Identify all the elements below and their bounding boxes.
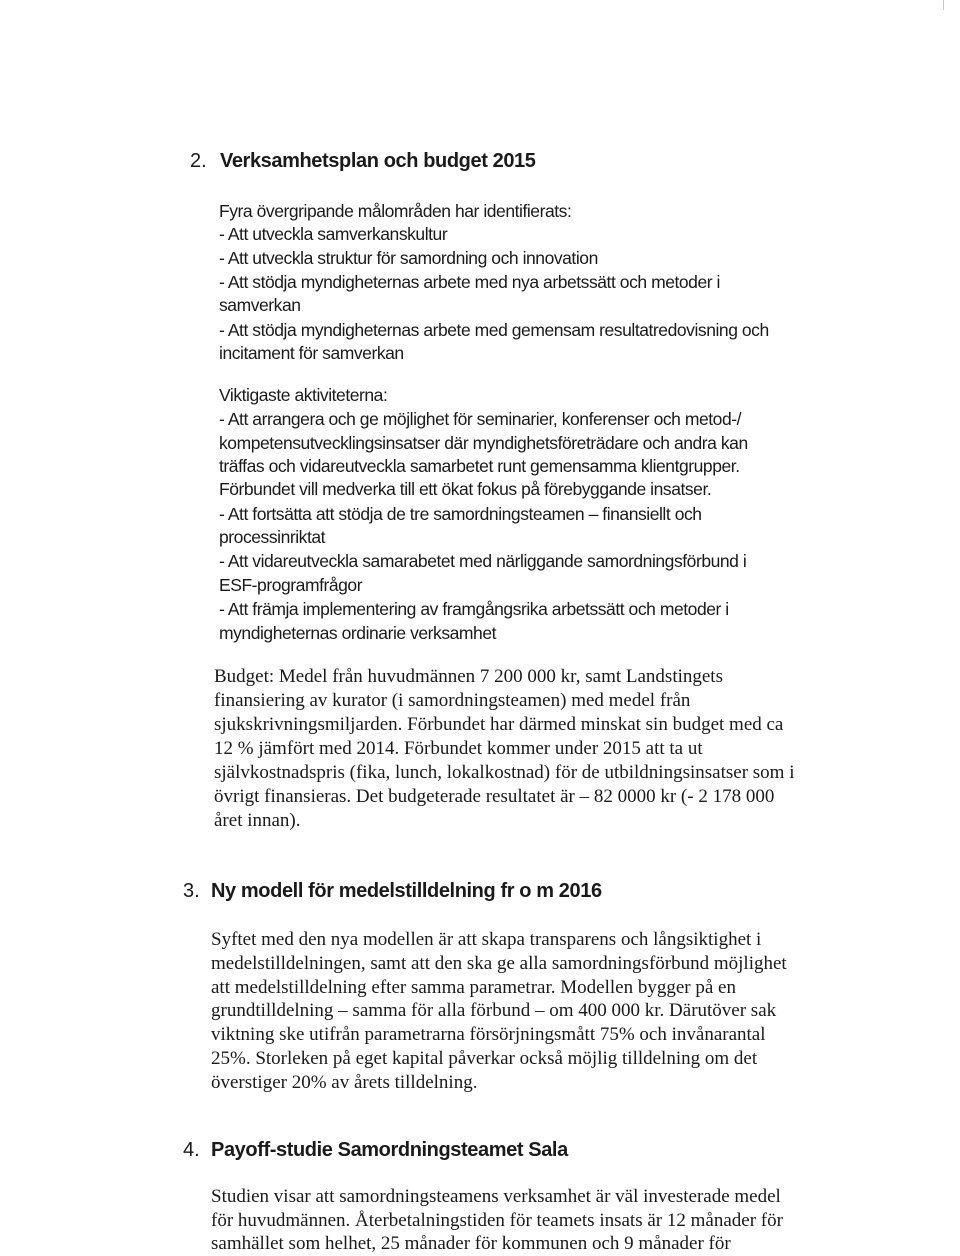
section-4-heading: [183, 1139, 568, 1162]
text-line: - Att fortsätta att stödja de tre samordningsteamen – finansiellt och: [219, 504, 702, 524]
text-line: - Att stödja myndigheternas arbete med nya arbetssätt och metoder i: [219, 272, 720, 292]
section-number: 2.: [190, 150, 207, 172]
text-line: Syftet med den nya modellen är att skapa transparens och långsiktighet i: [211, 929, 762, 950]
text-line: - Att arrangera och ge möjlighet för seminarier, konferenser och metod-/: [219, 409, 742, 429]
text-line: samhället som helhet, 25 månader för kommunen och 9 månader för: [211, 1233, 731, 1254]
text-line: Viktigaste aktiviteterna:: [219, 385, 388, 405]
text-line: Budget: Medel från huvudmännen 7 200 000 kr, samt Landstingets: [214, 666, 723, 687]
text-line: - Att vidareutveckla samarabetet med närliggande samordningsförbund i: [219, 551, 747, 571]
text-line: grundtilldelning – samma för alla förbund – om 400 000 kr. Därutöver sak: [211, 1000, 777, 1021]
section-title: Verksamhetsplan och budget 2015: [220, 150, 536, 172]
text-line: överstiger 20% av årets tilldelning.: [211, 1072, 478, 1093]
text-line: myndigheternas ordinarie verksamhet: [219, 623, 497, 643]
text-line: självkostnadspris (fika, lunch, lokalkostnad) för de utbildningsinsatser som i: [214, 762, 795, 783]
text-line: att medelstilldelning efter samma parametrar. Modellen bygger på en: [211, 977, 736, 998]
text-line: Studien visar att samordningsteamens verksamhet är väl investerade medel: [211, 1186, 781, 1207]
text-line: Fyra övergripande målområden har identifierats:: [219, 201, 572, 221]
text-line: ESF-programfrågor: [219, 575, 363, 595]
text-line: övrigt finansieras. Det budgeterade resultatet är – 82 0000 kr (- 2 178 000: [214, 786, 775, 807]
text-line: - Att främja implementering av framgångsrika arbetssätt och metoder i: [219, 599, 729, 619]
text-line: kompetensutvecklingsinsatser där myndighetsföreträdare och andra kan: [219, 433, 748, 453]
text-line: - Att utveckla struktur för samordning och innovation: [219, 248, 598, 268]
text-line: 25%. Storleken på eget kapital påverkar också möjlig tilldelning om det: [211, 1048, 758, 1069]
section-title: Ny modell för medelstilldelning fr o m 2016: [211, 880, 602, 902]
text-line: processinriktat: [219, 527, 326, 547]
section-number: 3.: [183, 880, 200, 902]
text-line: medelstilldelningen, samt att den ska ge alla samordningsförbund möjlighet: [211, 953, 787, 974]
section-number: 4.: [183, 1139, 200, 1161]
text-line: sjukskrivningsmiljarden. Förbundet har därmed minskat sin budget med ca: [214, 714, 784, 735]
text-line: träffas och vidareutveckla samarbetet runt gemensamma klientgrupper.: [219, 456, 740, 476]
text-line: samverkan: [219, 295, 301, 315]
section-2-heading: [190, 150, 536, 173]
text-line: viktning ske utifrån parametrarna försörjningsmått 75% och invånarantal: [211, 1024, 766, 1045]
text-line: - Att stödja myndigheternas arbete med gemensam resultatredovisning och: [219, 320, 769, 340]
text-line: incitament för samverkan: [219, 343, 404, 363]
scan-edge-mark: [943, 0, 944, 10]
text-line: året innan).: [214, 810, 301, 831]
text-line: för huvudmännen. Återbetalningstiden för teamets insats är 12 månader för: [211, 1210, 783, 1231]
section-title: Payoff-studie Samordningsteamet Sala: [211, 1139, 568, 1161]
text-line: Förbundet vill medverka till ett ökat fokus på förebyggande insatser.: [219, 479, 712, 499]
section-3-heading: [183, 880, 602, 903]
text-line: 12 % jämfört med 2014. Förbundet kommer under 2015 att ta ut: [214, 738, 703, 759]
text-line: finansiering av kurator (i samordningsteamen) med medel från: [214, 690, 691, 711]
text-line: - Att utveckla samverkanskultur: [219, 224, 448, 244]
